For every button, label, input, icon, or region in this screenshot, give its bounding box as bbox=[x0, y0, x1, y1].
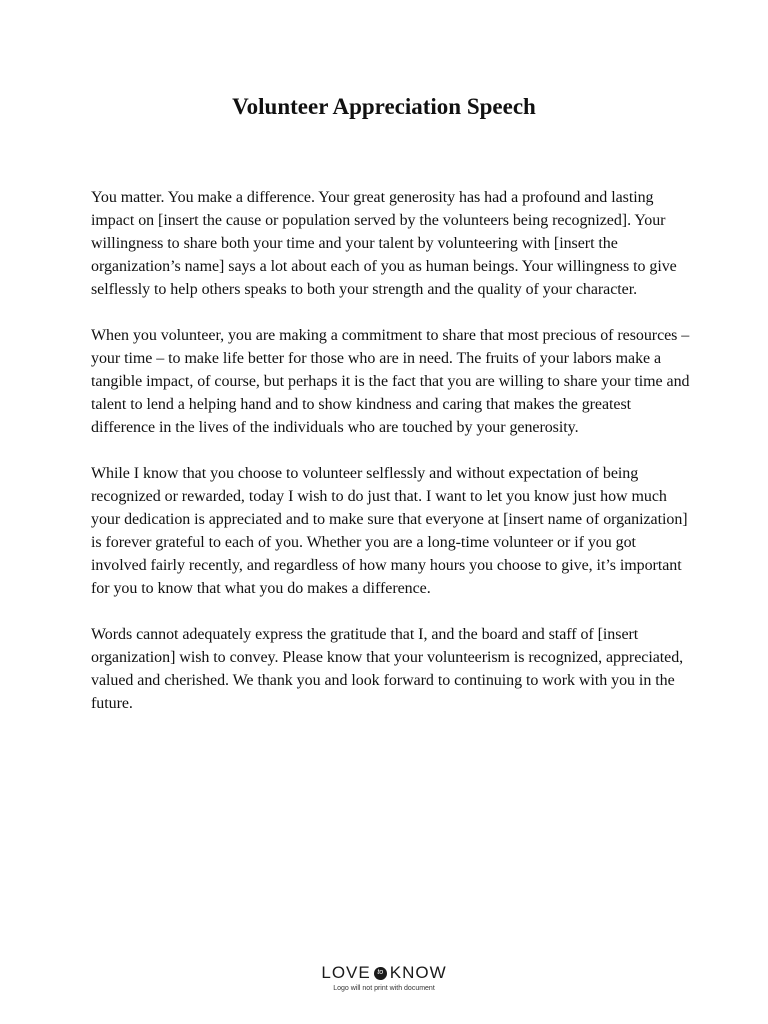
paragraph-1: You matter. You make a difference. Your great generosity has had a profound and lasting impact on [insert the cause or population served by the volunteers being recognized]. Your willingness to share both your time and your talent by volunteering with [insert the organization’s name] says a lot about each of you as human beings. Your willingness to give selflessly to help others speaks to both your strength and the quality of your character. bbox=[91, 189, 677, 298]
paragraph-2: When you volunteer, you are making a commitment to share that most precious of resources – your time – to make life better for those who are in need. The fruits of your labors make a tangible impact, of course, but perhaps it is the fact that you are willing to share your time and talent to lend a helping hand and to show kindness and caring that makes the greatest difference in the lives of the individuals who are touched by your generosity. bbox=[91, 327, 690, 436]
logo-wordmark bbox=[321, 962, 446, 984]
document-title: Volunteer Appreciation Speech bbox=[232, 94, 536, 119]
logo-print-note: Logo will not print with document bbox=[333, 985, 435, 992]
logo-badge-icon: to bbox=[374, 967, 387, 980]
logo-text-know: KNOW bbox=[389, 963, 447, 982]
paragraph-3: While I know that you choose to volunteer selflessly and without expectation of being recognized or rewarded, today I wish to do just that. I want to let you know just how much your dedication is appreciated and to make sure that everyone at [insert name of organization] is forever grateful to each of you. Whether you are a long-time volunteer or if you got involved fairly recently, and regardless of how many hours you choose to give, it’s important for you to know that what you do makes a difference. bbox=[91, 465, 688, 597]
lovetoknow-logo bbox=[0, 962, 768, 994]
logo-text-love: LOVE bbox=[321, 963, 371, 982]
paragraph-4: Words cannot adequately express the gratitude that I, and the board and staff of [insert organization] wish to convey. Please know that your volunteerism is recognized, appreciated, valued and cherished. We thank you and look forward to continuing to work with you in the future. bbox=[91, 626, 684, 712]
document-body bbox=[91, 186, 691, 738]
